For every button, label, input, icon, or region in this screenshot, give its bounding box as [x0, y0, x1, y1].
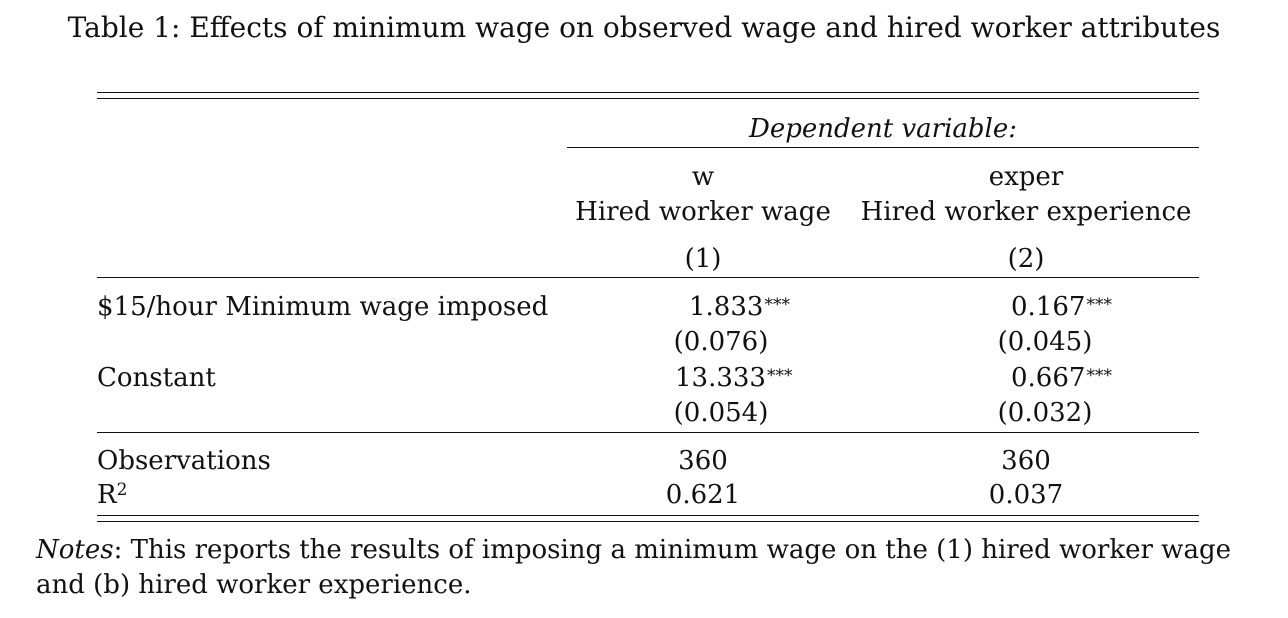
significance-stars: ***	[764, 294, 790, 315]
column-2-variable: exper	[988, 162, 1064, 192]
se-min-wage-col1: (0.076)	[673, 327, 769, 357]
notes-text: : This reports the results of imposing a minimum wage on the (1) hired worker wage and (b) hired worker experience.	[36, 535, 1231, 600]
top-rule-second	[97, 98, 1199, 99]
row-label-min-wage: $15/hour Minimum wage imposed	[97, 292, 549, 322]
column-1-variable: w	[691, 162, 715, 192]
table-notes	[36, 533, 1276, 603]
se-min-wage-col2: (0.045)	[997, 327, 1093, 357]
r-squared-col1: 0.621	[665, 480, 741, 510]
row-label-r-squared: $R^2$	[97, 480, 128, 510]
bottom-rule-second	[97, 521, 1199, 522]
significance-stars: ***	[1086, 294, 1112, 315]
notes-label: Notes	[36, 535, 114, 565]
table-caption: Table 1: Effects of minimum wage on observed wage and hired worker attributes	[67, 11, 1221, 44]
coef-min-wage-col1: 1.833***	[689, 292, 790, 322]
se-constant-col1: (0.054)	[673, 398, 769, 428]
top-rule	[97, 92, 1199, 93]
significance-stars: ***	[1086, 365, 1112, 386]
column-1-description: Hired worker wage	[575, 197, 831, 227]
dependent-variable-rule	[567, 147, 1199, 148]
column-1-number: (1)	[684, 244, 722, 274]
observations-col2: 360	[1001, 446, 1051, 476]
row-label-observations: Observations	[97, 446, 271, 476]
dependent-variable-label: Dependent variable:	[748, 114, 1018, 144]
se-constant-col2: (0.032)	[997, 398, 1093, 428]
coef-constant-col1: 13.333***	[675, 363, 793, 393]
bottom-rule	[97, 515, 1199, 516]
r-squared-col2: 0.037	[988, 480, 1064, 510]
coef-constant-col2: 0.667***	[1011, 363, 1112, 393]
coef-min-wage-col2: 0.167***	[1011, 292, 1112, 322]
significance-stars: ***	[766, 365, 793, 386]
column-2-description: Hired worker experience	[860, 197, 1192, 227]
row-label-constant: Constant	[97, 363, 216, 393]
header-rule	[97, 277, 1199, 278]
observations-col1: 360	[678, 446, 728, 476]
stats-rule	[97, 432, 1199, 433]
column-2-number: (2)	[1007, 244, 1045, 274]
